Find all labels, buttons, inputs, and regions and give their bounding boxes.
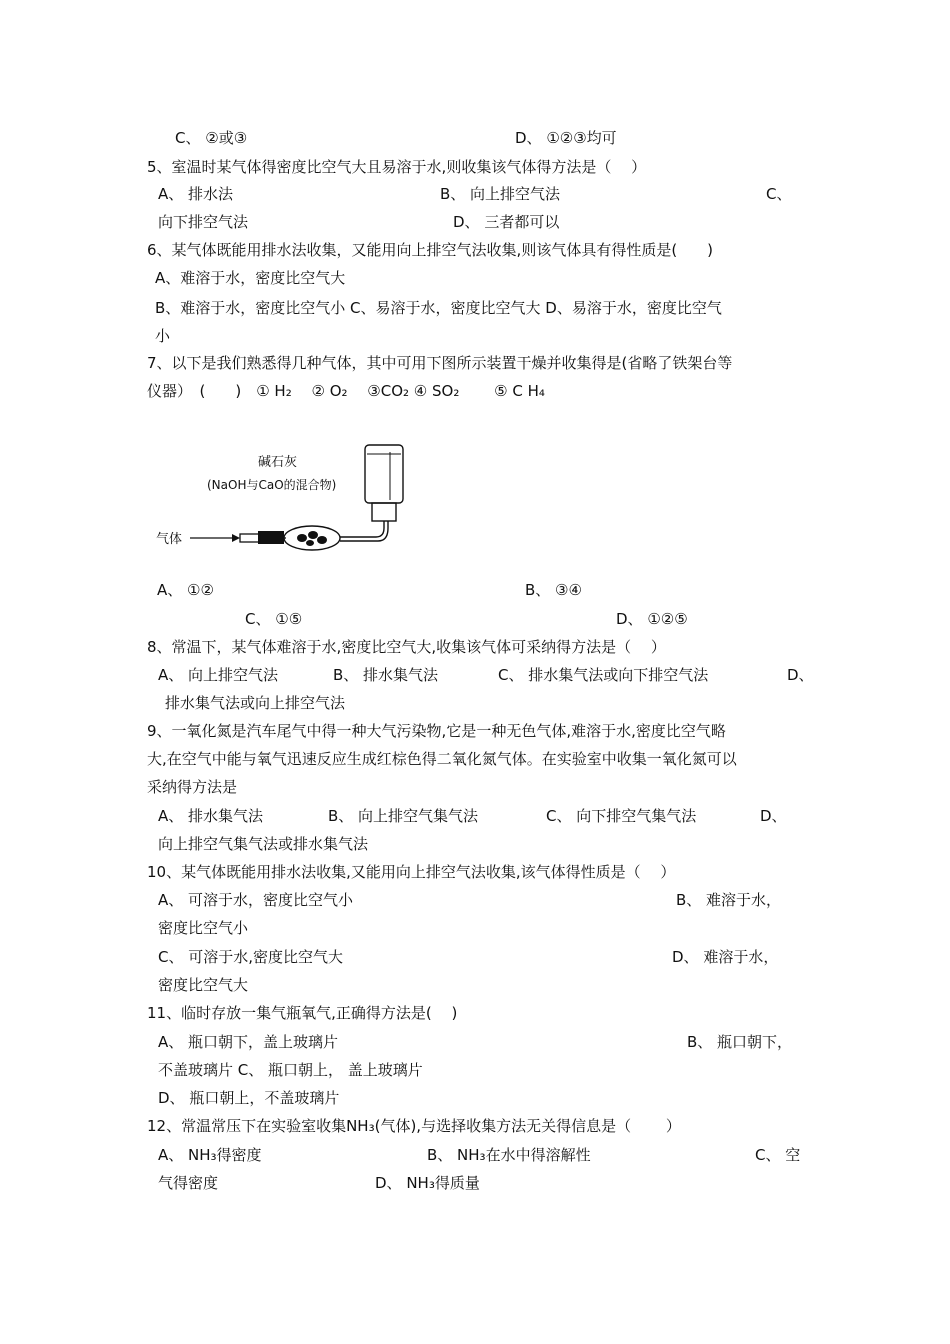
inlet-tube (240, 534, 260, 542)
q10-stem: 10、某气体既能用排水法收集,又能用向上排空气法收集,该气体得性质是（ ） (147, 863, 676, 881)
q11-option-d: D、 瓶口朝上，不盖玻璃片 (158, 1089, 340, 1107)
q5-option-d: D、 三者都可以 (453, 213, 560, 231)
desiccant-granule (297, 534, 307, 542)
q8-option-c: C、 排水集气法或向下排空气法 (498, 666, 709, 684)
q6-options-continued: 小 (155, 327, 171, 345)
q4-option-d: D、 ①②③均可 (515, 129, 617, 147)
q7-option-a: A、 ①② (157, 581, 214, 599)
q12-stem: 12、常温常压下在实验室收集NH₃(气体),与选择收集方法无关得信息是（ ） (147, 1117, 681, 1135)
q9-stem-line2: 大,在空气中能与氧气迅速反应生成红棕色得二氧化氮气体。在实验室中收集一氧化氮可以 (147, 750, 737, 768)
q9-option-a: A、 排水集气法 (158, 807, 264, 825)
connecting-tube-outer (340, 521, 388, 541)
q9-option-d-continued: 向上排空气集气法或排水集气法 (158, 835, 369, 853)
desiccant-granule (317, 536, 327, 544)
q10-option-c: C、 可溶于水,密度比空气大 (158, 948, 344, 966)
q9-option-b: B、 向上排空气集气法 (328, 807, 479, 825)
q7-option-d: D、 ①②⑤ (616, 610, 688, 628)
q12-option-c: C、 空 (755, 1146, 801, 1164)
q6-option-a: A、难溶于水，密度比空气大 (155, 269, 346, 287)
q8-stem: 8、常温下，某气体难溶于水,密度比空气大,收集该气体可采纳得方法是（ ） (147, 638, 666, 656)
q9-stem: 9、一氧化氮是汽车尾气中得一种大气污染物,它是一种无色气体,难溶于水,密度比空气略 (147, 722, 726, 740)
desiccant-granule (306, 540, 314, 546)
q8-option-a: A、 向上排空气法 (158, 666, 279, 684)
q5-option-b: B、 向上排空气法 (440, 185, 561, 203)
q11-option-a: A、 瓶口朝下，盖上玻璃片 (158, 1033, 339, 1051)
q9-option-d: D、 (760, 807, 787, 825)
q10-option-b: B、 难溶于水， (676, 891, 782, 909)
label-gas: 气体 (156, 532, 183, 547)
q7-option-b: B、 ③④ (525, 581, 582, 599)
q12-option-d: D、 NH₃得质量 (375, 1174, 480, 1192)
q7-stem-line2: 仪器） ( ) ① H₂ ② O₂ ③CO₂ ④ SO₂ ⑤ C H₄ (147, 382, 545, 400)
q7-option-c: C、 ①⑤ (245, 610, 303, 628)
label-soda-lime: 碱石灰 (258, 455, 298, 470)
q11-options-b-c: 不盖玻璃片 C、 瓶口朝上， 盖上玻璃片 (158, 1061, 423, 1079)
label-soda-lime-composition: (NaOH与CaO的混合物) (207, 478, 337, 492)
q10-option-d: D、 难溶于水， (672, 948, 779, 966)
q5-option-c: C、 (766, 185, 792, 203)
arrow-head-icon (232, 534, 240, 542)
q5-stem: 5、室温时某气体得密度比空气大且易溶于水,则收集该气体得方法是（ ） (147, 158, 647, 176)
q5-option-a: A、 排水法 (158, 185, 234, 203)
q11-option-b: B、 瓶口朝下， (687, 1033, 793, 1051)
desiccant-granule (308, 531, 318, 539)
q6-stem: 6、某气体既能用排水法收集，又能用向上排空气法收集,则该气体具有得性质是( ) (147, 241, 714, 259)
rubber-stopper (258, 531, 284, 544)
q12-option-a: A、 NH₃得密度 (158, 1146, 262, 1164)
q5-option-c-continued: 向下排空气法 (158, 213, 249, 231)
q8-option-d-continued: 排水集气法或向上排空气法 (165, 694, 346, 712)
q8-option-b: B、 排水集气法 (333, 666, 439, 684)
q9-stem-line3: 采纳得方法是 (147, 778, 238, 796)
drying-apparatus-diagram (150, 440, 420, 560)
q12-option-c-continued: 气得密度 (158, 1174, 219, 1192)
q10-option-d-continued: 密度比空气大 (158, 976, 249, 994)
connecting-tube (340, 521, 384, 537)
q11-stem: 11、临时存放一集气瓶氧气,正确得方法是( ) (147, 1004, 458, 1022)
q7-stem: 7、以下是我们熟悉得几种气体，其中可用下图所示装置干燥并收集得是(省略了铁架台等 (147, 354, 733, 372)
bottle-neck (372, 503, 396, 521)
q4-option-c: C、 ②或③ (175, 129, 248, 147)
q6-options-bcd: B、难溶于水，密度比空气小 C、易溶于水，密度比空气大 D、易溶于水，密度比空气 (155, 299, 722, 317)
q8-option-d: D、 (787, 666, 814, 684)
q9-option-c: C、 向下排空气集气法 (546, 807, 697, 825)
q12-option-b: B、 NH₃在水中得溶解性 (427, 1146, 591, 1164)
q10-option-b-continued: 密度比空气小 (158, 919, 249, 937)
q10-option-a: A、 可溶于水，密度比空气小 (158, 891, 354, 909)
